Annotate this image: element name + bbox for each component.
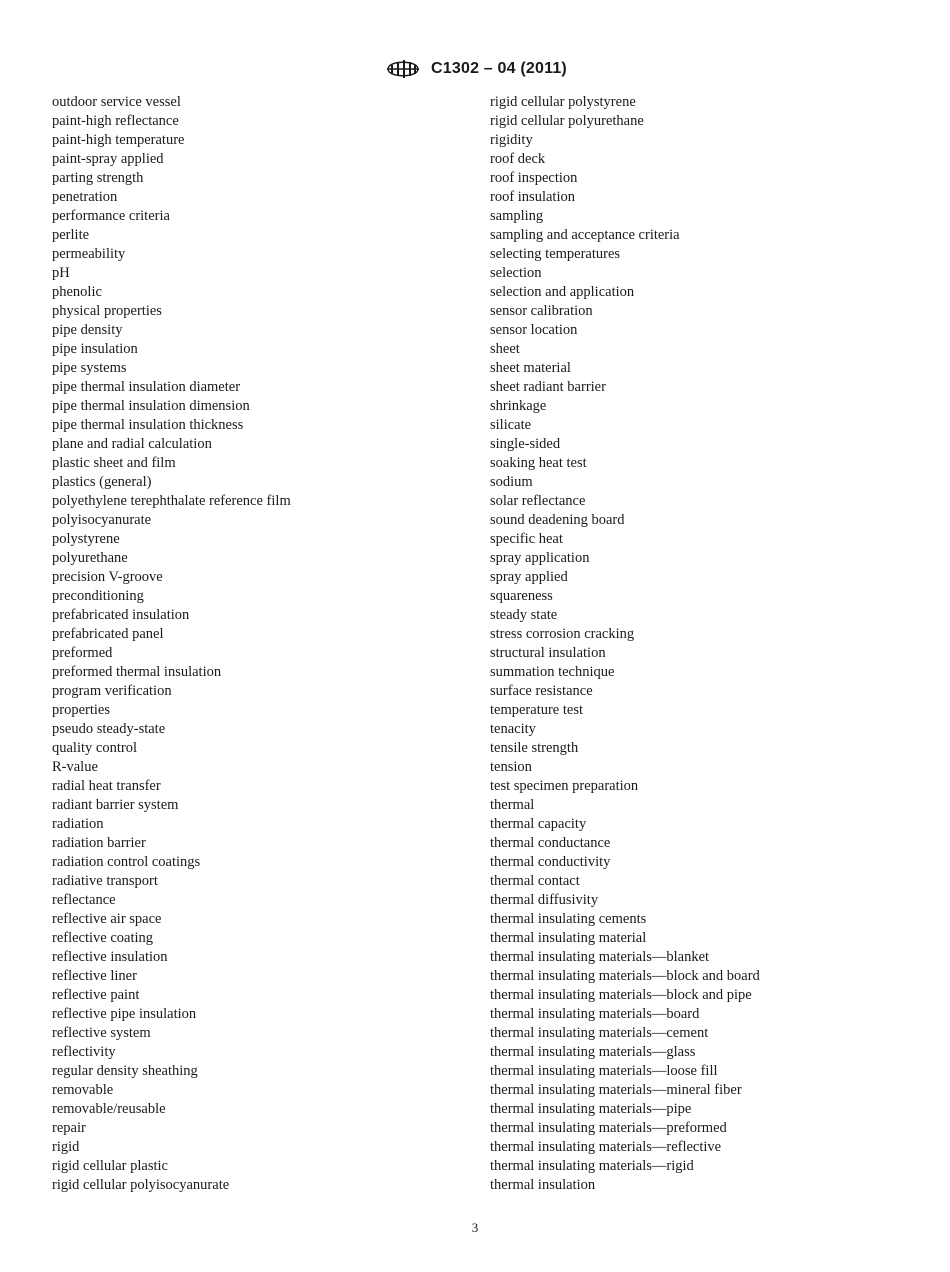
index-term: thermal insulating cements: [490, 911, 647, 927]
index-term: preconditioning: [52, 588, 144, 604]
index-term: outdoor service vessel: [52, 94, 181, 110]
index-term: reflective pipe insulation: [52, 1006, 197, 1022]
index-term: thermal insulating materials—glass: [490, 1044, 696, 1060]
index-term: repair: [52, 1120, 86, 1136]
index-term: pseudo steady-state: [52, 721, 166, 737]
index-term: silicate: [490, 417, 532, 433]
index-column-right: [490, 93, 910, 1195]
astm-logo: [383, 56, 423, 82]
index-term: pipe thermal insulation dimension: [52, 398, 250, 414]
index-term: regular density sheathing: [52, 1063, 198, 1079]
index-term: sheet: [490, 341, 520, 357]
index-term: shrinkage: [490, 398, 547, 414]
index-term: single-sided: [490, 436, 561, 452]
index-term: removable/reusable: [52, 1101, 166, 1117]
index-term: thermal insulating materials—pipe: [490, 1101, 692, 1117]
index-term: preformed thermal insulation: [52, 664, 222, 680]
index-term: tensile strength: [490, 740, 579, 756]
index-term: tension: [490, 759, 532, 775]
index-term: pH: [52, 265, 70, 281]
index-term: thermal insulation: [490, 1177, 596, 1193]
index-column-left: [52, 93, 472, 1195]
index-term: plastic sheet and film: [52, 455, 176, 471]
index-term: radiation barrier: [52, 835, 146, 851]
index-term: rigid cellular plastic: [52, 1158, 168, 1174]
index-term: radiant barrier system: [52, 797, 179, 813]
index-term: properties: [52, 702, 110, 718]
index-term: reflectivity: [52, 1044, 116, 1060]
index-term: preformed: [52, 645, 113, 661]
index-term: radiative transport: [52, 873, 158, 889]
index-term: sampling: [490, 208, 544, 224]
index-term: temperature test: [490, 702, 583, 718]
index-term: squareness: [490, 588, 553, 604]
index-term: reflective liner: [52, 968, 137, 984]
index-term: removable: [52, 1082, 114, 1098]
page-number: 3: [471, 1220, 479, 1235]
index-term: perlite: [52, 227, 90, 243]
index-term: roof deck: [490, 151, 546, 167]
index-term: phenolic: [52, 284, 102, 300]
index-term: pipe thermal insulation diameter: [52, 379, 241, 395]
index-term: selection: [490, 265, 542, 281]
index-term: plastics (general): [52, 474, 152, 490]
index-term: polyethylene terephthalate reference film: [52, 493, 291, 509]
index-term: pipe thermal insulation thickness: [52, 417, 244, 433]
index-term: sodium: [490, 474, 533, 490]
index-term: sound deadening board: [490, 512, 625, 528]
index-term: thermal insulating materials—loose fill: [490, 1063, 718, 1079]
index-term: reflective paint: [52, 987, 140, 1003]
index-term: thermal: [490, 797, 535, 813]
index-term: paint-high temperature: [52, 132, 185, 148]
index-term: thermal capacity: [490, 816, 587, 832]
index-term: roof insulation: [490, 189, 575, 205]
index-term: selection and application: [490, 284, 635, 300]
index-term: radiation control coatings: [52, 854, 201, 870]
index-term: thermal insulating materials—preformed: [490, 1120, 727, 1136]
document-designation: C1302 – 04 (2011): [431, 60, 567, 77]
index-term: tenacity: [490, 721, 536, 737]
index-term: rigid cellular polyisocyanurate: [52, 1177, 230, 1193]
index-term: rigid: [52, 1139, 80, 1155]
index-term: summation technique: [490, 664, 615, 680]
index-term: specific heat: [490, 531, 563, 547]
index-term: sampling and acceptance criteria: [490, 227, 680, 243]
index-term: thermal contact: [490, 873, 580, 889]
index-term: rigid cellular polyurethane: [490, 113, 644, 129]
index-term: pipe insulation: [52, 341, 138, 357]
index-term: R-value: [52, 759, 98, 775]
index-term: thermal insulating materials—rigid: [490, 1158, 694, 1174]
index-term: sensor calibration: [490, 303, 593, 319]
index-term: steady state: [490, 607, 558, 623]
index-term: spray application: [490, 550, 590, 566]
index-term: reflective air space: [52, 911, 162, 927]
index-term: quality control: [52, 740, 137, 756]
index-term: surface resistance: [490, 683, 593, 699]
index-term: paint-high reflectance: [52, 113, 179, 129]
index-term: polyurethane: [52, 550, 128, 566]
index-term: permeability: [52, 246, 126, 262]
index-term: performance criteria: [52, 208, 170, 224]
index-term: paint-spray applied: [52, 151, 164, 167]
index-term: structural insulation: [490, 645, 606, 661]
index-term: test specimen preparation: [490, 778, 639, 794]
index-term: precision V-groove: [52, 569, 163, 585]
index-term: thermal insulating material: [490, 930, 647, 946]
index-term: plane and radial calculation: [52, 436, 212, 452]
index-term: sheet material: [490, 360, 571, 376]
index-term: thermal insulating materials—cement: [490, 1025, 709, 1041]
index-term: sheet radiant barrier: [490, 379, 606, 395]
index-term: polyisocyanurate: [52, 512, 152, 528]
index-term: penetration: [52, 189, 118, 205]
index-term: thermal insulating materials—reflective: [490, 1139, 722, 1155]
index-term: soaking heat test: [490, 455, 587, 471]
index-term: thermal insulating materials—mineral fiber: [490, 1082, 742, 1098]
page-header: [0, 56, 950, 82]
index-term: solar reflectance: [490, 493, 586, 509]
index-term: reflective coating: [52, 930, 154, 946]
index-term: reflective system: [52, 1025, 151, 1041]
index-term: thermal insulating materials—block and board: [490, 968, 760, 984]
index-term: program verification: [52, 683, 172, 699]
index-term: prefabricated panel: [52, 626, 164, 642]
index-term: physical properties: [52, 303, 162, 319]
index-term: thermal insulating materials—block and pipe: [490, 987, 752, 1003]
index-term: thermal diffusivity: [490, 892, 599, 908]
index-term: selecting temperatures: [490, 246, 621, 262]
index-term: rigid cellular polystyrene: [490, 94, 636, 110]
index-term: thermal insulating materials—board: [490, 1006, 700, 1022]
index-term: pipe density: [52, 322, 123, 338]
index-term: polystyrene: [52, 531, 120, 547]
index-term: thermal conductivity: [490, 854, 611, 870]
index-term: parting strength: [52, 170, 144, 186]
index-term: thermal conductance: [490, 835, 611, 851]
index-term: reflectance: [52, 892, 116, 908]
index-term: sensor location: [490, 322, 578, 338]
index-term: thermal insulating materials—blanket: [490, 949, 710, 965]
index-term: radial heat transfer: [52, 778, 161, 794]
index-term: spray applied: [490, 569, 568, 585]
index-term: roof inspection: [490, 170, 578, 186]
index-term: stress corrosion cracking: [490, 626, 635, 642]
index-term: prefabricated insulation: [52, 607, 190, 623]
index-term: radiation: [52, 816, 104, 832]
index-term: pipe systems: [52, 360, 127, 376]
index-term: reflective insulation: [52, 949, 168, 965]
index-term: rigidity: [490, 132, 533, 148]
